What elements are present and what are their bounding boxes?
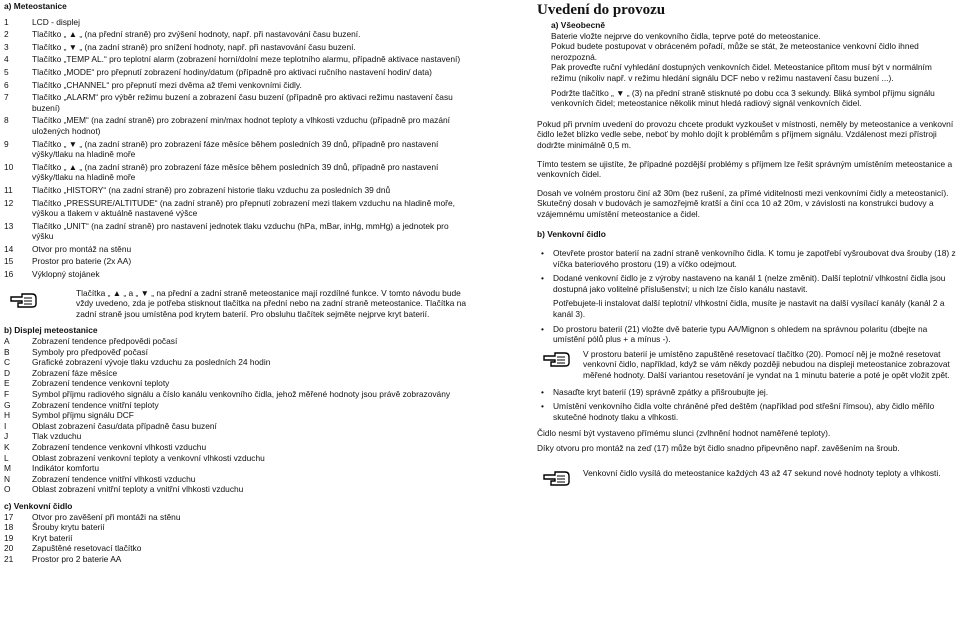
right-column — [537, 0, 957, 484]
note-text: Venkovní čidlo vysílá do meteostanice každých 43 až 47 sekund nové hodnoty teploty a vlhkosti. — [583, 467, 941, 478]
item-text: Tlačítko „MEM“ (na zadní straně) pro zobrazení min/max hodnot teploty a vlhkosti vzduchu (případně pro mazání uložených hodnot) — [32, 115, 451, 136]
item-text: LCD - displej — [32, 16, 80, 27]
item-text: Zobrazení fáze měsíce — [32, 367, 118, 378]
item-number: H — [4, 410, 11, 421]
button-list — [4, 17, 470, 280]
item-text: Šrouby krytu baterií — [32, 522, 105, 533]
list-item — [4, 336, 470, 347]
left-column — [4, 0, 470, 565]
item-text: Symbol příjmu radiového signálu a číslo kanálu venkovního čidla, jehož měřené hodnoty jsou právě zobrazovány — [32, 389, 451, 399]
item-text: Symboly pro předpověď počasí — [32, 346, 148, 357]
item-text: Zobrazení tendence předpovědi počasí — [32, 336, 178, 347]
item-number: 5 — [4, 66, 9, 77]
list-item — [4, 244, 470, 255]
item-number: 8 — [4, 115, 9, 126]
item-text: Tlačítko „ ▼ „ (na zadní straně) pro zobrazení fáze měsíce během posledních 39 dnů, případně pro nastavení výšky/tlaku na hladině moře — [32, 138, 439, 160]
item-number: A — [4, 336, 10, 347]
list-item — [4, 139, 470, 160]
item-number: 9 — [4, 138, 9, 149]
section-heading-vseobecne: a) Všeobecně — [551, 20, 605, 30]
list-item — [4, 347, 470, 358]
list-item — [4, 115, 470, 136]
list-item — [4, 554, 470, 565]
item-text: Kryt baterií — [32, 532, 73, 543]
note-text: V prostoru baterií je umístěno zapuštěné resetovací tlačítko (20). Pomocí něj je možné resetovat venkovní čidlo, například, když se vám někdy později nebudou na displeji meteostanice zobrazovat měřené hodnoty. Další variantou resetování je vyndat na 1 minutu baterie a poté je opět vložit zpět. — [583, 348, 950, 381]
item-text: Grafické zobrazení vývoje tlaku vzduchu za posledních 24 hodin — [32, 357, 271, 368]
item-number: 18 — [4, 522, 14, 533]
item-text: Indikátor komfortu — [32, 463, 100, 474]
item-text: Oblast zobrazení venkovní teploty a venkovní vlhkosti vzduchu — [32, 452, 265, 463]
list-item — [4, 42, 470, 53]
item-number: 21 — [4, 553, 14, 564]
item-number: 12 — [4, 197, 14, 208]
note-block — [10, 288, 470, 320]
list-item — [4, 17, 470, 28]
item-number: 19 — [4, 532, 14, 543]
paragraph: Baterie vložte nejprve do venkovního čidla, teprve poté do meteostanice. — [551, 30, 821, 41]
item-text: Tlačítko „ALARM“ pro výběr režimu buzení a zobrazení času buzení (případně pro aktivaci režimu nastavení času buzení) — [32, 92, 453, 113]
item-text: Tlak vzduchu — [32, 431, 82, 442]
sensor-list — [4, 512, 470, 565]
item-number: F — [4, 389, 10, 399]
item-text: Tlačítko „TEMP AL.“ pro teplotní alarm (zobrazení horní/dolní meze teplotního alarmu, případně aktivace nastavení) — [32, 54, 461, 65]
item-number: E — [4, 378, 10, 389]
item-number: 20 — [4, 543, 14, 554]
item-text: Prostor pro 2 baterie AA — [32, 553, 122, 564]
section-heading-meteostanice: a) Meteostanice — [4, 1, 67, 11]
list-item — [4, 442, 470, 453]
list-item — [4, 431, 470, 442]
display-list — [4, 336, 470, 495]
item-number: G — [4, 399, 11, 410]
list-item — [4, 80, 470, 91]
item-number: 3 — [4, 41, 9, 52]
paragraph: Díky otvoru pro montáž na zeď (17) může být čidlo snadno připevněno např. zavěšením na šroub. — [537, 443, 900, 453]
item-number: 11 — [4, 184, 13, 195]
item-text: Symbol příjmu signálu DCF — [32, 410, 134, 421]
item-text: Výklopný stojánek — [32, 269, 100, 280]
item-text: Zapuštěné resetovací tlačítko — [32, 543, 142, 554]
item-text: Tlačítko „PRESSURE/ALTITUDE“ (na zadní straně) pro přepnutí zobrazení mezi tlakem vzduchu na hladině moře, výškou a tlakem v aktuálně nastavené výšce — [32, 197, 455, 219]
list-item — [4, 368, 470, 379]
item-number: 6 — [4, 79, 9, 90]
pointing-hand-icon — [543, 470, 569, 484]
item-text: Zobrazení tendence vnitřní vlhkosti vzduchu — [32, 473, 196, 484]
paragraph: Pokud při prvním uvedení do provozu chcete produkt vyzkoušet v místnosti, neměly by meteostanice a venkovní čidlo ležet blízko vedle sebe, neboť by mohlo dojít k problémům s příjmem signálu. Vzdálenost mezi přístroji dodržte minimálně 0,5 m. — [537, 118, 954, 150]
item-number: D — [4, 367, 11, 378]
paragraph: Pak proveďte ruční vyhledání dostupných venkovních čidel. Meteostanice přitom musí být v normálním režimu (nikoliv např. v režimu hledání signálu DCF nebo v režimu nastavení času buzení ...). — [551, 62, 932, 83]
list-item — [4, 269, 470, 280]
list-item — [4, 198, 470, 219]
item-text: Tlačítko „ ▲ „ (na zadní straně) pro zobrazení fáze měsíce během posledních 39 dnů, případně pro nastavení výšky/tlaku na hladině moře — [32, 161, 439, 183]
item-number: K — [4, 441, 10, 452]
list-item — [4, 484, 470, 495]
item-number: C — [4, 357, 11, 368]
item-number: O — [4, 484, 11, 495]
list-item — [4, 54, 470, 65]
list-item — [4, 67, 470, 78]
note-block — [537, 468, 957, 484]
item-text: Zobrazení tendence vnitřní teploty — [32, 399, 159, 410]
list-item — [4, 256, 470, 267]
item-number: 1 — [4, 16, 9, 27]
item-text: Tlačítko „UNIT“ (na zadní straně) pro nastavení jednotek tlaku vzduchu (hPa, mBar, inHg, mmHg) a jednotek pro výšku — [32, 220, 449, 242]
paragraph: Čidlo nesmí být vystaveno přímému slunci (zvlhnění hodnot naměřené teploty). — [537, 428, 831, 439]
item-text: Tlačítko „MODE“ pro přepnutí zobrazení hodiny/datum (případně pro aktivaci ručního nastavení hodin/ data) — [32, 66, 432, 77]
item-text: Tlačítko „ ▼ „ (na zadní straně) pro snížení hodnoty, např. při nastavování času buzení. — [32, 41, 356, 52]
item-text: Tlačítko „HISTORY“ (na zadní straně) pro zobrazení historie tlaku vzduchu za posledních 39 dnů — [32, 184, 391, 195]
item-number: 14 — [4, 243, 14, 254]
item-number: 15 — [4, 256, 14, 267]
list-item — [4, 400, 470, 411]
item-text: Otvor pro montáž na stěnu — [32, 243, 132, 254]
list-item — [4, 378, 470, 389]
item-number: 4 — [4, 54, 9, 65]
bullet-list — [537, 324, 957, 345]
list-item — [4, 543, 470, 554]
list-item — [4, 522, 470, 533]
item-text: Prostor pro baterie (2x AA) — [32, 256, 132, 267]
paragraph: Pokud budete postupovat v obráceném pořadí, může se stát, že meteostanice venkovní čidlo ihned nerozpozná. — [551, 41, 919, 62]
item-number: 16 — [4, 269, 14, 280]
item-number: L — [4, 452, 9, 463]
section-heading-venkovni-cidlo: b) Venkovní čidlo — [537, 228, 606, 239]
list-item — [4, 185, 470, 196]
item-text: Zobrazení tendence venkovní vlhkosti vzduchu — [32, 441, 207, 452]
list-item — [4, 512, 470, 523]
item-text: Oblast zobrazení času/data případně času buzení — [32, 420, 217, 431]
list-item: • Do prostoru baterií (21) vložte dvě baterie typu AA/Mignon s ohledem na správnou polaritu (dbejte na umístění pólů plus + a mínus -). — [553, 324, 957, 345]
note-text: Tlačítka „ ▲ „ a „ ▼ „ na přední a zadní straně meteostanice mají rozdílné funkce. V tomto návodu bude vždy uvedeno, zda je potřeba stisknout tlačítka na přední nebo na zadní straně meteostanice. Tlačítka na zadní straně jsou umístěna pod krytem baterií. Pro obsluhu tlačítek sejměte nejprve kryt baterií. — [76, 287, 466, 319]
page-title: Uvedení do provozu — [537, 2, 666, 18]
paragraph: Podržte tlačítko „ ▼ „ (3) na přední straně stisknuté po dobu cca 3 sekundy. Bliká symbol příjmu signálu venkovních čidel; meteostanice několik minut hledá radiový signál venkovních čidel. — [551, 87, 935, 109]
list-item — [4, 357, 470, 368]
list-item — [4, 453, 470, 464]
item-number: J — [4, 431, 9, 442]
list-item — [4, 463, 470, 474]
list-item — [4, 221, 470, 242]
item-number: N — [4, 473, 11, 484]
list-item — [4, 410, 470, 421]
pointing-hand-icon — [543, 351, 569, 365]
list-item — [4, 474, 470, 485]
list-item: • Umístění venkovního čidla volte chráněné před deštěm (například pod střešní římsou), aby čidlo měřilo skutečné hodnoty tlaku a vlhkosti. — [553, 401, 957, 422]
bullet-list — [537, 387, 957, 423]
paragraph: Dosah ve volném prostoru činí až 30m (bez rušení, za přímé viditelnosti mezi venkovními čidly a meteostanicí). Skutečný dosah v budovách je samozřejmě kratší a činí cca 10 až 20m, v závislosti na konstrukci budovy a vzájemnému umístění meteostanice a čidel. — [537, 187, 949, 219]
item-number: I — [4, 420, 7, 431]
list-item: • Nasaďte kryt baterií (19) správně zpátky a přišroubujte jej. — [553, 387, 957, 398]
item-number: 2 — [4, 29, 9, 40]
section-heading-displej: b) Displej meteostanice — [4, 325, 98, 336]
list-item — [4, 92, 470, 113]
note-block — [537, 349, 957, 381]
paragraph: Tímto testem se ujistíte, že případné pozdější problémy s příjmem lze řešit správným umístěním meteostanice a venkovních čidel. — [537, 158, 953, 180]
item-number: 17 — [4, 511, 14, 522]
item-text: Tlačítko „CHANNEL“ pro přepnutí mezi dvěma až třemi venkovními čidly. — [32, 79, 302, 90]
list-item: • Otevřete prostor baterií na zadní straně venkovního čidla. K tomu je zapotřebí vyšroubovat dva šrouby (18) z víčka bateriového prostoru (19) a víčko odejmout. — [553, 248, 957, 269]
item-text: Tlačítko „ ▲ „ (na přední straně) pro zvýšení hodnoty, např. při nastavování času buzení. — [32, 29, 361, 40]
pointing-hand-icon — [10, 292, 36, 306]
item-text: Oblast zobrazení vnitřní teploty a vnitřní vlhkosti vzduchu — [32, 484, 244, 495]
item-number: B — [4, 346, 10, 357]
item-number: 7 — [4, 92, 9, 103]
item-number: 10 — [4, 161, 14, 172]
list-item: • Dodané venkovní čidlo je z výroby nastaveno na kanál 1 (nelze změnit). Další teplotní/ vlhkostní čidla jsou dostupná jako volitelné příslušenství; u nich lze číslo kanálu nastavit. — [553, 273, 957, 294]
list-item — [4, 29, 470, 40]
item-text: Otvor pro zavěšení při montáži na stěnu — [32, 511, 181, 522]
section-heading-cidlo: c) Venkovní čidlo — [4, 500, 73, 511]
item-number: 13 — [4, 220, 14, 231]
list-item — [4, 389, 470, 400]
bullet-list — [537, 248, 957, 294]
paragraph: Potřebujete-li instalovat další teplotní/ vlhkostní čidla, musíte je nastavit na další vysílací kanály (kanál 2 a kanál 3). — [553, 298, 945, 320]
list-item — [4, 162, 470, 183]
item-text: Zobrazení tendence venkovní teploty — [32, 378, 170, 389]
list-item — [4, 533, 470, 544]
list-item — [4, 421, 470, 432]
item-number: M — [4, 463, 11, 474]
